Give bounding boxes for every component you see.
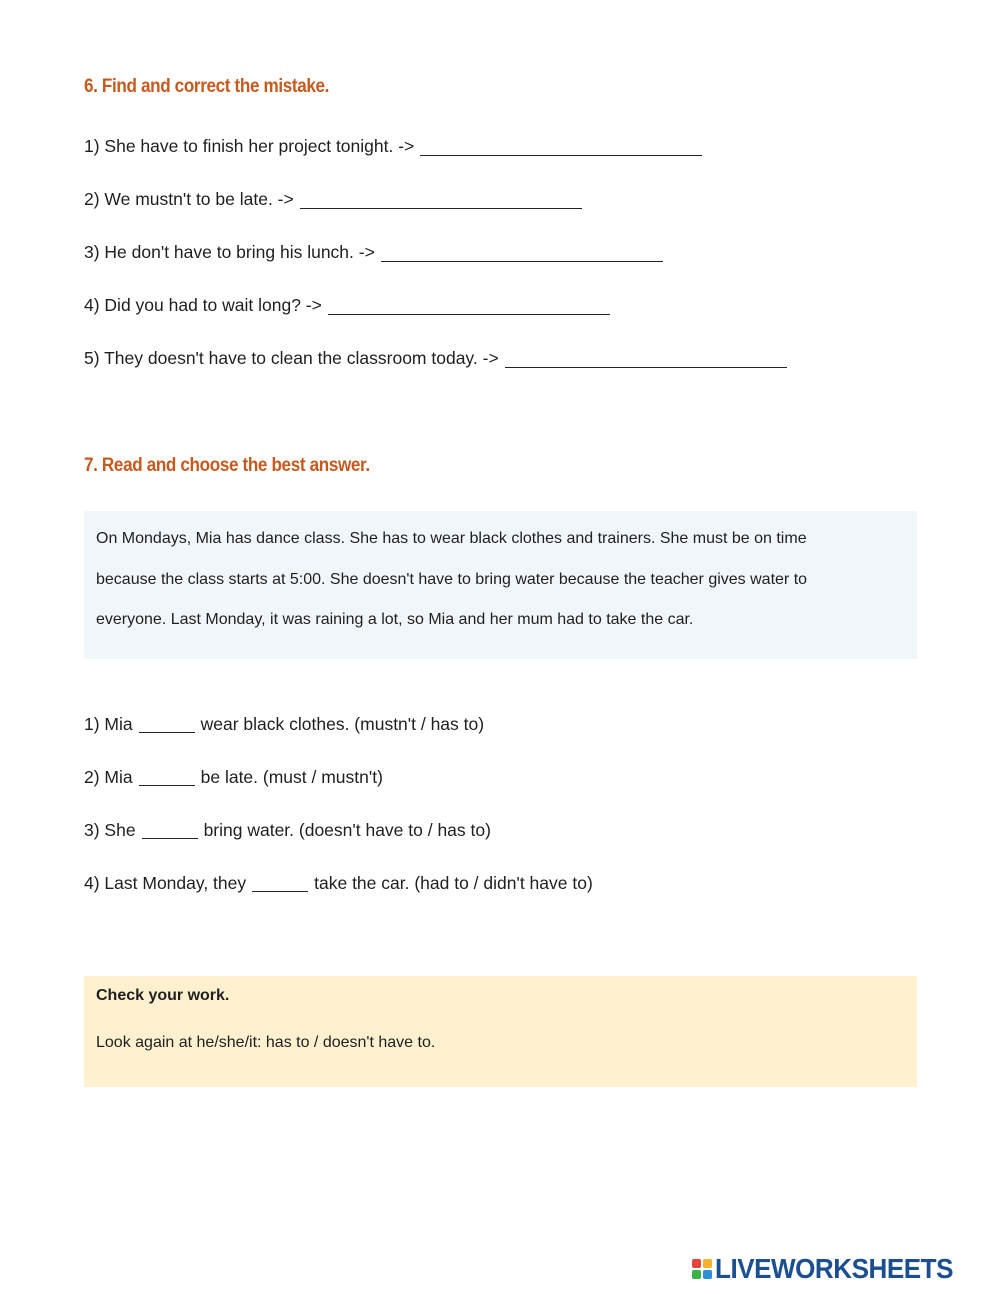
reading-line-1: On Mondays, Mia has dance class. She has to wear black clothes and trainers. She must be on time [96, 530, 807, 547]
answer-field-3[interactable] [381, 243, 663, 262]
item-text: 1) She have to finish her project tonight. -> [84, 136, 415, 156]
answer-field-2[interactable] [300, 190, 582, 209]
question-prefix: 3) She [84, 820, 136, 840]
answer-field-4[interactable] [328, 296, 610, 315]
logo-square-icon [703, 1259, 712, 1268]
question-1 [84, 713, 484, 735]
question-suffix: be late. (must / mustn't) [200, 767, 383, 787]
answer-field-1[interactable] [420, 137, 702, 156]
logo-square-icon [703, 1270, 712, 1279]
question-2 [84, 766, 383, 788]
item-text: 2) We mustn't to be late. -> [84, 189, 294, 209]
gap-field-1[interactable] [139, 716, 195, 733]
item-text: 3) He don't have to bring his lunch. -> [84, 242, 375, 262]
logo-grid-icon [692, 1259, 712, 1279]
tip-text: Look again at he/she/it: has to / doesn't have to. [96, 1034, 436, 1051]
gap-field-4[interactable] [252, 875, 308, 892]
section-7-heading: 7. Read and choose the best answer. [84, 455, 370, 476]
correction-item-5 [84, 345, 787, 369]
question-prefix: 1) Mia [84, 714, 133, 734]
correction-item-1 [84, 133, 702, 157]
correction-item-4 [84, 292, 610, 316]
gap-field-2[interactable] [139, 769, 195, 786]
check-work-box [84, 976, 917, 1087]
gap-field-3[interactable] [142, 822, 198, 839]
logo-square-icon [692, 1270, 701, 1279]
logo-wordmark: LIVEWORKSHEETS [715, 1253, 954, 1284]
correction-item-2 [84, 186, 582, 210]
question-prefix: 4) Last Monday, they [84, 873, 247, 893]
question-suffix: bring water. (doesn't have to / has to) [203, 820, 491, 840]
section-6-heading: 6. Find and correct the mistake. [84, 76, 330, 97]
question-suffix: take the car. (had to / didn't have to) [314, 873, 593, 893]
question-prefix: 2) Mia [84, 767, 133, 787]
item-text: 4) Did you had to wait long? -> [84, 295, 322, 315]
reading-line-3: everyone. Last Monday, it was raining a lot, so Mia and her mum had to take the car. [96, 611, 694, 628]
logo-square-icon [692, 1259, 701, 1268]
question-3 [84, 819, 491, 841]
liveworksheets-logo [692, 1254, 971, 1284]
item-text: 5) They doesn't have to clean the classroom today. -> [84, 348, 499, 368]
correction-item-3 [84, 239, 663, 263]
reading-passage [84, 511, 917, 659]
question-4 [84, 872, 593, 894]
question-suffix: wear black clothes. (mustn't / has to) [200, 714, 485, 734]
tip-title: Check your work. [96, 987, 230, 1004]
reading-line-2: because the class starts at 5:00. She doesn't have to bring water because the teacher gives water to [96, 570, 808, 588]
answer-field-5[interactable] [505, 349, 787, 368]
